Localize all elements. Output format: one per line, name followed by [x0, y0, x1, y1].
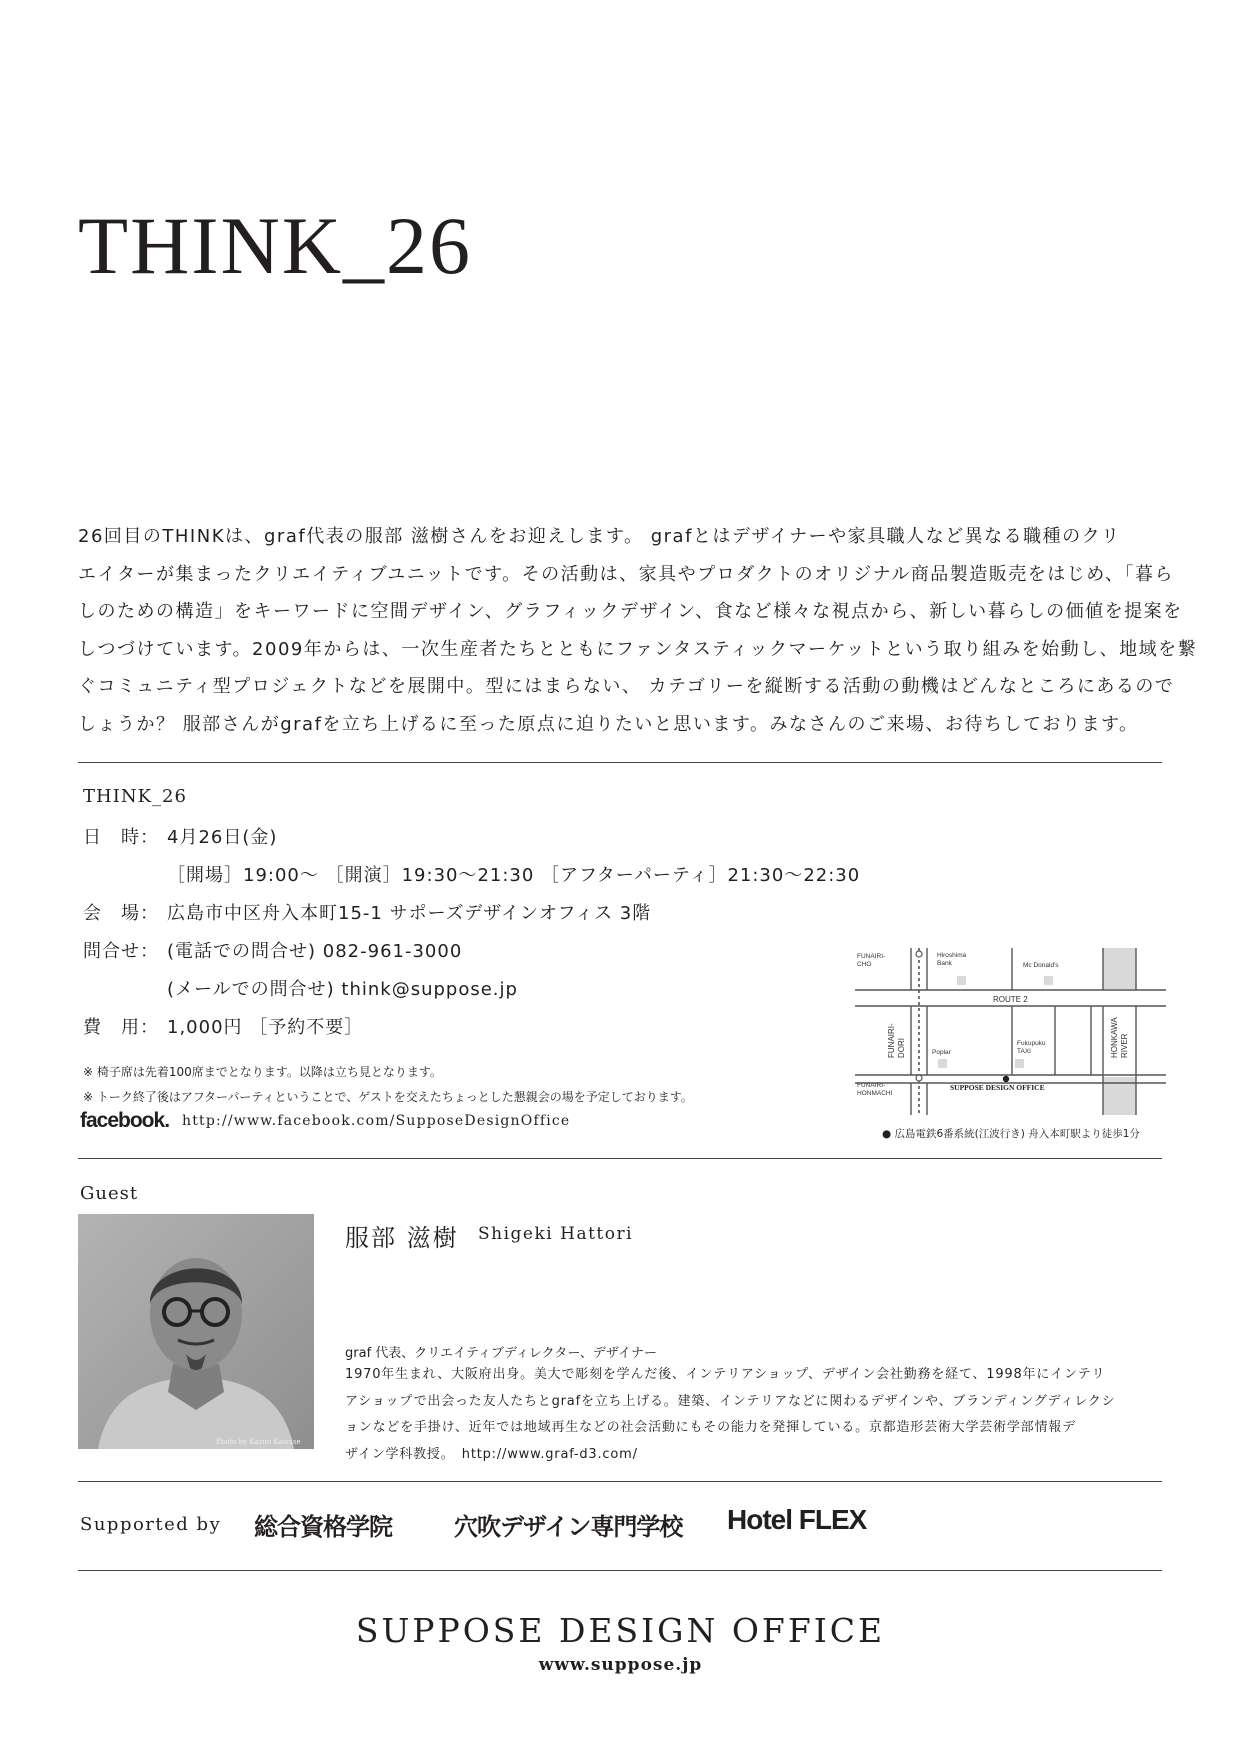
page-title: THINK_26 [78, 200, 473, 291]
tram-stop [916, 951, 922, 957]
portrait-image [78, 1214, 314, 1449]
note-seating: ※ 椅子席は先着100席までとなります。以降は立ち見となります。 [83, 1065, 442, 1079]
facebook-logo: facebook. [80, 1109, 170, 1132]
map-label-fukupuku: Fukupuku [1017, 1040, 1046, 1047]
map-block [1103, 948, 1136, 989]
venue-value: 広島市中区舟入本町15-1 サポーズデザインオフィス 3階 [167, 903, 652, 924]
map-marker [938, 1059, 947, 1068]
divider [78, 762, 1162, 763]
access-map [855, 946, 1166, 1146]
supported-by-label: Supported by [80, 1514, 222, 1535]
map-marker [1015, 1059, 1024, 1068]
contact-mail[interactable]: (メールでの問合せ) think@suppose.jp [167, 979, 518, 1000]
date-label: 日 時： [83, 827, 159, 848]
event-contact-row [83, 937, 462, 963]
contact-phone: (電話での問合せ) 082-961-3000 [167, 941, 463, 962]
bio-line: アショップで出会った友人たちとgrafを立ち上げる。建築、インテリアなどに関わるデザインや、ブランディングディレクシ [345, 1393, 1116, 1409]
map-label-honkawa-2: RIVER [1120, 1033, 1129, 1058]
guest-bio [345, 1362, 1160, 1468]
map-caption: ● 広島電鉄6番系統(江波行き) 舟入本町駅より徒歩1分 [882, 1128, 1140, 1140]
guest-photo [78, 1214, 314, 1449]
bio-line: ョンなどを手掛け、近年では地域再生などの社会活動にもその能力を発揮している。京都造形芸術大学芸術学部情報デ [345, 1420, 1076, 1435]
sponsor-logo: 穴吹デザイン専門学校 [454, 1513, 683, 1541]
venue-label: 会 場： [83, 903, 159, 924]
divider [78, 1481, 1162, 1482]
map-label-funairi-dori: FUNAIRI- [887, 1023, 896, 1058]
map-marker [1044, 976, 1053, 985]
map-label-fukupuku-2: TAXI [1017, 1048, 1031, 1055]
event-venue-row [83, 899, 651, 925]
event-date-row [83, 823, 277, 849]
sponsor-logo: Hotel FLEX [727, 1504, 867, 1535]
map-label-hiroshima-bank: Hiroshima [937, 952, 967, 959]
map-label-route: ROUTE 2 [993, 995, 1028, 1004]
intro-line: 26回目のTHINKは、graf代表の服部 滋樹さんをお迎えします。 grafとはデザイナーや家具職人など異なる職種のクリ [78, 526, 1121, 547]
map-label-funairi-cho: FUNAIRI- [857, 953, 886, 960]
map-label-funairi-cho-2: CHO [857, 961, 872, 968]
facebook-link[interactable]: http://www.facebook.com/SupposeDesignOffice [182, 1113, 571, 1129]
photo-credit: Photo by Kazuo Kawase [216, 1438, 301, 1446]
fee-value: 1,000円 ［予約不要］ [167, 1017, 364, 1038]
guest-heading: Guest [80, 1183, 139, 1204]
intro-line: しつづけています。2009年からは、一次生産者たちとともにファンタスティックマーケットという取り組みを始動し、地域を繋 [78, 638, 1198, 660]
event-title: THINK_26 [83, 786, 187, 807]
divider [78, 1570, 1162, 1571]
event-schedule: ［開場］19:00～ ［開演］19:30～21:30 ［アフターパーティ］21:30～22:30 [167, 865, 861, 886]
map-label-poplar: Poplar [932, 1049, 951, 1056]
footer-url[interactable]: www.suppose.jp [538, 1655, 703, 1675]
sponsor-logo: 総合資格学院 [254, 1513, 392, 1541]
guest-name-romaji: Shigeki Hattori [478, 1224, 634, 1244]
bio-line: ザイン学科教授。 http://www.graf-d3.com/ [345, 1446, 638, 1462]
intro-line: ぐコミュニティ型プロジェクトなどを展開中。型にはまらない、 カテゴリーを縦断する活動の動機はどんなところにあるので [78, 676, 1175, 697]
intro-line: しょうか？ 服部さんがgrafを立ち上げるに至った原点に迫りたいと思います。みなさんのご来場、お待ちしております。 [78, 713, 1139, 735]
note-afterparty: ※ トーク終了後はアフターパーティということで、ゲストを交えたちょっとした懇親会の場を予定しております。 [83, 1090, 693, 1104]
event-fee-row [83, 1013, 363, 1039]
tram-stop [916, 1075, 922, 1081]
map-label-funairi-honmachi-2: HONMACHI [857, 1090, 893, 1097]
fee-label: 費 用： [83, 1017, 159, 1038]
intro-text [78, 518, 1198, 743]
office-location-icon [1003, 1076, 1009, 1082]
map-marker [957, 976, 966, 985]
footer-company-name: SUPPOSE DESIGN OFFICE [355, 1611, 886, 1650]
guest-name: 服部 滋樹 [345, 1224, 459, 1252]
map-label-office: SUPPOSE DESIGN OFFICE [950, 1083, 1045, 1092]
intro-line: エイターが集まったクリエイティブユニットです。その活動は、家具やプロダクトのオリジナル商品製造販売をはじめ、「暮ら [78, 563, 1175, 585]
map-label-hiroshima-bank-2: Bank [937, 960, 952, 967]
map-label-funairi-honmachi: FUNAIRI- [857, 1082, 886, 1089]
map-label-mcdonalds: Mc Donald's [1023, 962, 1059, 969]
guest-role: graf 代表、クリエイティブディレクター、デザイナー [345, 1346, 657, 1361]
intro-line: しのための構造」をキーワードに空間デザイン、グラフィックデザイン、食など様々な視点から、新しい暮らしの価値を提案を [78, 601, 1183, 622]
map-label-honkawa: HONKAWA [1110, 1017, 1119, 1058]
map-label-funairi-dori-2: DORI [897, 1038, 906, 1058]
bio-line: 1970年生まれ、大阪府出身。美大で彫刻を学んだ後、インテリアショップ、デザイン会社勤務を経て、1998年にインテリ [345, 1367, 1106, 1382]
contact-label: 問合せ： [83, 941, 159, 962]
date-value: 4月26日(金) [167, 827, 278, 848]
divider [78, 1158, 1162, 1159]
